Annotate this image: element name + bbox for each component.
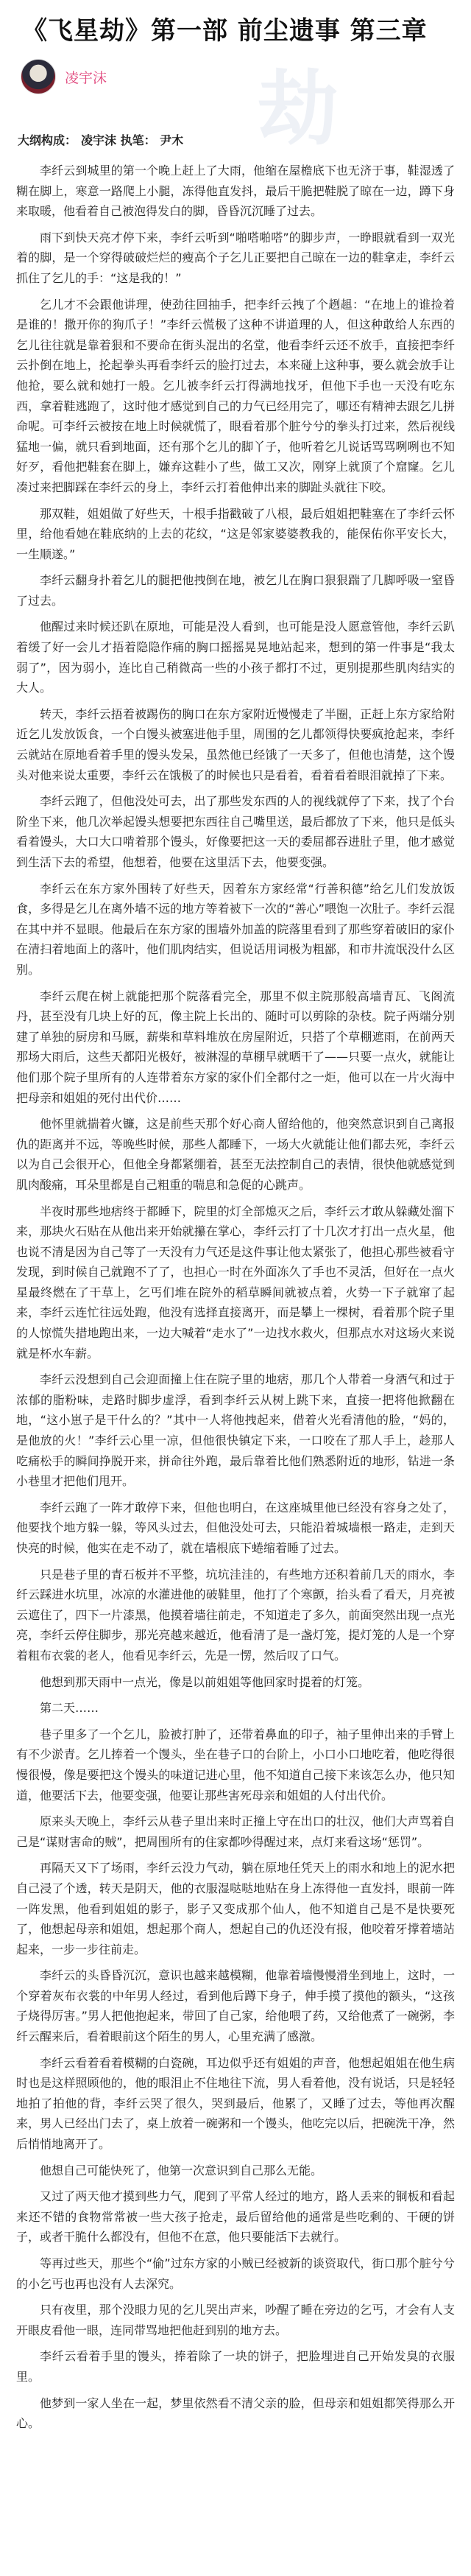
paragraph: 李纤云看着看着模糊的白瓷碗，耳边似乎还有姐姐的声音，他想起姐姐在他生病时也是这样照顾他的，他的眼泪止不住地往下流，男人看着他，没有说话，只是轻轻地拍了拍他的背，李纤云哭了很久，哭到最后，他累了，又睡了过去，等他再次醒来，男人已经出门去了，桌上放着一碗粥和一个馒头，他吃完以后，把碗洗干净，然后悄悄地离开了。 <box>16 2055 455 2152</box>
paragraph: 李纤云的头昏昏沉沉，意识也越来越模糊，他靠着墙慢慢滑坐到地上，这时，一个穿着灰布衣裳的中年男人经过，看到他后蹲下身子，伸手摸了摸他的额头，“这孩子烧得厉害。”男人把他抱起来，带回了自己家，给他喂了药，又给他煮了一碗粥，李纤云醒来后，看着眼前这个陌生的男人，心里充满了感激。 <box>16 1968 455 2044</box>
paragraph: 只有夜里，那个没眼力见的乞儿哭出声来，吵醒了睡在旁边的乞丐，才会有人支开眼皮看他一眼，连同带骂地把他赶到别的地方去。 <box>16 2303 455 2337</box>
article-title: 《飞星劫》第一部 前尘遗事 第三章 <box>22 16 428 46</box>
paragraph: 第二天…… <box>40 1701 99 1716</box>
paragraph: 他怀里就揣着火镰，这是前些天那个好心商人留给他的，他突然意识到自己离报仇的距离并不远，等晚些时候，那些人都睡下，一场大火就能让他们都去死，李纤云以为自己会很开心，但他全身都紧绷着，甚至无法控制自己的表情，很快他就感觉到肌肉酸痛，耳朵里都是自己粗重的喘息和急促的心跳声。 <box>16 1117 455 1192</box>
credits-value: 凌宇沫 执笔： 尹木 <box>81 133 184 147</box>
paragraph: 只是巷子里的青石板并不平整，坑坑洼洼的，有些地方还积着前几天的雨水，李纤云踩进水坑里，冰凉的水灌进他的破鞋里，他打了个寒颤，抬头看了看天，月亮被云遮住了，四下一片漆黑，他摸着墙往前走，不知道走了多久，前面突然出现一点光亮，李纤云停住脚步，那光亮越来越近，他看清了是一盏灯笼，提灯笼的人是一个穿着粗布衣裳的老人，他看见李纤云，先是一愣，然后叹了口气。 <box>16 1567 455 1663</box>
paragraph: 他梦到一家人坐在一起，梦里依然看不清父亲的脸，但母亲和姐姐都笑得那么开心。 <box>16 2396 455 2431</box>
author-name[interactable]: 凌宇沫 <box>65 69 107 86</box>
article-header <box>0 0 471 155</box>
paragraph: 他醒过来时候还趴在原地，可能是没人看到，也可能是没人愿意管他，李纤云趴着缓了好一会儿才捂着隐隐作痛的胸口摇摇晃晃地站起来，想到的第一件事是“我太弱了”，因为弱小，连比自己稍微高一些的小孩子都打不过，更别提那些肌肉结实的大人。 <box>16 620 455 695</box>
paragraph: 李纤云跑了，但他没处可去，出了那些发东西的人的视线就停了下来，找了个台阶坐下来，他几次举起馒头想要把东西往自己嘴里送，最后都放了下来，他只是低头看着馒头，大口大口啃着那个馒头，好像要把这一天的委屈都吞进肚子里，他才感觉到生活下去的希望，他想着，他要在这里活下去，他要变强。 <box>16 794 455 869</box>
paragraph: 巷子里多了一个乞儿，脸被打肿了，还带着鼻血的印子，袖子里伸出来的手臂上有不少淤青。乞儿捧着一个馒头，坐在巷子口的台阶上，小口小口地吃着，他吃得很慢很慢，像是要把这个馒头的味道记进心里，他不知道自己接下来该怎么办，他只知道，他要活下去，他要变强，他要让那些害死母亲和姐姐的人付出代价。 <box>16 1727 455 1803</box>
author-avatar[interactable] <box>21 59 56 94</box>
paragraph: 李纤云看着手里的馒头，捧着除了一块的饼子，把脸埋进自己开始发臭的衣服里。 <box>16 2349 455 2384</box>
article-body <box>0 155 471 2434</box>
paragraph: 李纤云翻身扑着乞儿的腿把他拽倒在地，被乞儿在胸口狠狠踹了几脚呼吸一窒昏了过去。 <box>16 573 455 608</box>
paragraph: 李纤云到城里的第一个晚上赶上了大雨，他缩在屋檐底下也无济于事，鞋湿透了糊在脚上，寒意一路爬上小腿，冻得他直发抖，最后干脆把鞋脱了晾在一边，蹲下身来取暖，他看着自己被泡得发白的脚，昏昏沉沉睡了过去。 <box>16 164 455 219</box>
credits-label: 大纲构成： <box>18 133 77 147</box>
paragraph: 又过了两天他才摸到些力气，爬到了平常人经过的地方，路人丢来的铜板和看起来还不错的食物常常被一些大孩子抢走，最后留给他的通常是些吃剩的、干硬的饼子，或者干脆什么都没有，但他不在意，他只要能活下去就行。 <box>16 2189 455 2245</box>
paragraph: 半夜时那些地痞终于都睡下，院里的灯全部熄灭之后，李纤云才敢从躲藏处溜下来，那块火石贴在从他出来开始就攥在掌心，李纤云打了十几次才打出一点火星，他也说不清是因为自己等了一天没有力气还是这件事让他太紧张了，他担心那些被看守发现，到时候自己就跑不了了，也担心一时在外面冻久了手也不灵活，但好在一点火星最终燃在了干草上，乞丐们堆在院外的稻草瞬间就被点着，火势一下子就窜了起来，李纤云连忙往远处跑，他没有选择直接离开，而是攀上一棵树，看着那个院子里的人惊慌失措地跑出来，一边大喊着“走水了”一边找水救火，但那点水对这场火来说就是杯水车薪。 <box>16 1204 455 1361</box>
paragraph: 那双鞋，姐姐做了好些天，十根手指戳破了八根，最后姐姐把鞋塞在了李纤云怀里，给他看她在鞋底纳的上去的花纹，“这是邻家婆婆教我的，能保佑你平安长大，一生顺遂。” <box>16 506 455 561</box>
paragraph: 李纤云没想到自己会迎面撞上住在院子里的地痞，那几个人带着一身酒气和过于浓郁的脂粉味，走路时脚步虚浮，看到李纤云从树上跳下来，直接一把将他掀翻在地，“这小崽子是干什么的？”其中一人将他拽起来，借着火光看清他的脸，“妈的，是他放的火！”李纤云心里一凉，但他很快镇定下来，一口咬在了那人手上，趁那人吃痛松手的瞬间挣脱开来，拼命往外跑，最后靠着比他们熟悉附近的地形，钻进一条小巷里才把他们甩开。 <box>16 1372 455 1489</box>
paragraph: 乞儿才不会跟他讲理，使劲往回抽手，把李纤云拽了个趔趄：“在地上的谁捡着是谁的！撒开你的狗爪子！”李纤云慌极了这种不讲道理的人，但这种敢给人东西的乞儿往往就是靠着狠和不要命在街头混出的名堂，他看李纤云还不放手，直接把李纤云扑倒在地上，抡起拳头再看李纤云的脸打过去，本来碰上这种事，要么就会放手让他抢，要么就和她打一般。乞儿被李纤云打得满地找牙，但他下手也一天没有吃东西，拿着鞋逃跑了，这时他才感觉到自己的力气已经用完了，哪还有精神去跟乞儿拼命呢。可李纤云被按在地上时候就慌了，眼看着那个脏兮兮的拳头打过来，然后视线猛地一偏，就只看到地面，还有那个乞儿的脚丫子，他听着乞儿说话骂骂咧咧也不知好歹，看他把鞋套在脚上，嫌弃这鞋小了些，做工又次，刚穿上就顶了个窟窿。乞儿凑过来把脚踩在李纤云的身上，李纤云打着他伸出来的脚趾头就往下咬。 <box>16 297 455 494</box>
credits-line <box>18 131 188 148</box>
paragraph: 李纤云在东方家外围转了好些天，因着东方家经常“行善积德”给乞儿们发放饭食，多得是乞儿在离外墙不远的地方等着被下一次的“善心”喂饱一次肚子。李纤云混在其中并不显眼。他最后在东方家的围墙外加盖的院落里看到了那些穿着破旧的家仆在清扫着地面上的落叶，他们肌肉结实，但说话用词极为粗鄙，和市井流氓没什么区别。 <box>16 881 455 977</box>
paragraph: 转天，李纤云捂着被踢伤的胸口在东方家附近慢慢走了半圈，正赶上东方家给附近乞儿发放饭食，一个白馒头被塞进他手里，周围的乞儿都领得快要疯抢起来，李纤云就站在原地看着手里的馒头发呆，虽然他已经饿了一天多了，但他也清楚，这个馒头对他来说太重要，李纤云在饿极了的时候也只是看着，看着看着眼泪就掉了下来。 <box>16 706 455 782</box>
paragraph: 等再过些天，那些个“偷”过东方家的小贼已经被新的谈资取代，街口那个脏兮兮的小乞丐也再也没有人去深究。 <box>16 2256 455 2291</box>
background-watermark: 劫 <box>258 61 344 155</box>
author-row[interactable] <box>21 59 107 94</box>
paragraph: 李纤云爬在树上就能把那个院落看完全，那里不似主院那般高墙青瓦、飞阁流丹，甚至没有几块上好的瓦，像主院上长出的、随时可以剪除的杂枝。院子两端分别建了单独的厨房和马厩，薪柴和草料堆放在房屋附近，只搭了个草棚遮雨，在前两天那场大雨后，这些天都阳光极好，被淋湿的草棚早就晒干了——只要一点火，就能让他们那个院子里所有的人连带着东方家的家仆们全都付之一炬，他可以在一片火海中把母亲和姐姐的死付出代价…… <box>16 989 455 1105</box>
paragraph: 原来头天晚上，李纤云从巷子里出来时正撞上守在出口的壮汉，他们大声骂着自己是“谋财害命的贼”，把周围所有的住家都吵得醒过来，点灯来看这场“惩罚”。 <box>16 1814 455 1849</box>
paragraph: 再隔天又下了场雨，李纤云没力气动，躺在原地任凭天上的雨水和地上的泥水把自己浸了个透，转天是阴天，他的衣服湿哒哒地贴在身上冻得他一直发抖，眼前一阵一阵发黑，他看到姐姐的影子，影子又变成那个仙人，他不知道自己是不是快要死了，他想起母亲和姐姐，想起那个商人，想起自己的仇还没有报，他咬着牙撑着墙站起来，一步一步往前走。 <box>16 1861 455 1956</box>
paragraph: 他想自己可能快死了，他第一次意识到自己那么无能。 <box>40 2163 323 2177</box>
paragraph: 他想到那天雨中一点光，像是以前姐姐等他回家时提着的灯笼。 <box>40 1674 370 1689</box>
paragraph: 雨下到快天亮才停下来，李纤云听到“啪嗒啪嗒”的脚步声，一睁眼就看到一双光着的脚，是一个穿得破破烂烂的瘦高个子乞儿正要把自己晾在一边的鞋拿走，李纤云抓住了乞儿的手：“这是我的！” <box>16 230 455 285</box>
paragraph: 李纤云跑了一阵才敢停下来，但他也明白，在这座城里他已经没有容身之处了，他要找个地方躲一躲，等风头过去，但他没处可去，只能沿着城墙根一路走，走到天快亮的时候，他实在走不动了，就在墙根底下蜷缩着睡了过去。 <box>16 1500 455 1555</box>
